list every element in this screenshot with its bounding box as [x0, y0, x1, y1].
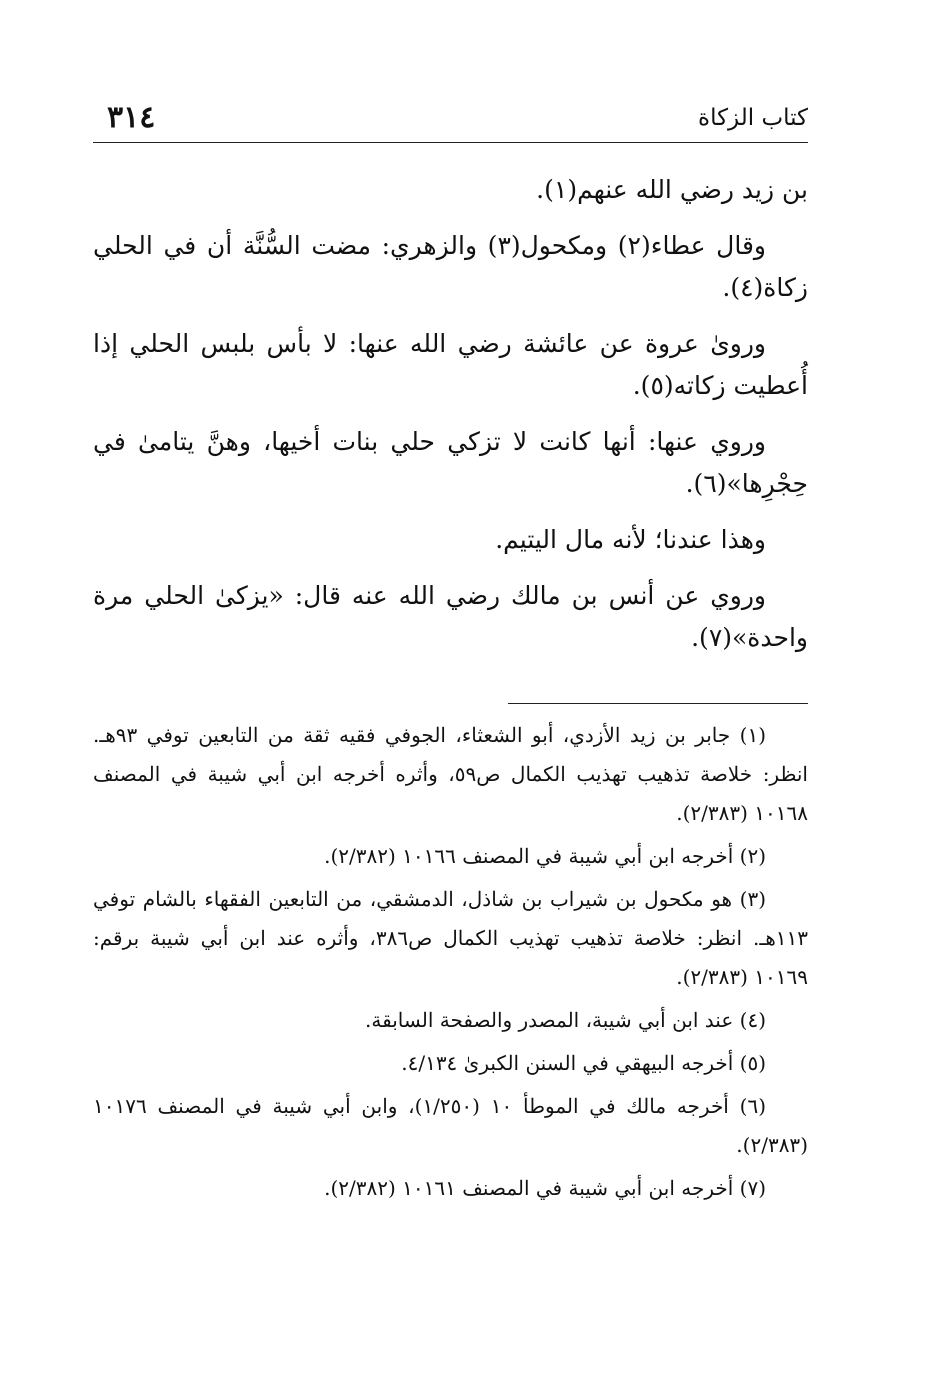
book-title: كتاب الزكاة [698, 105, 808, 131]
footnote-divider [508, 703, 808, 704]
footnote: (١) جابر بن زيد الأزدي، أبو الشعثاء، الجوفي فقيه ثقة من التابعين توفي ٩٣هـ. انظر: خلاصة تذهيب تهذيب الكمال ص٥٩، وأثره أخرجه ابن أبي شيبة في المصنف ١٠١٦٨ (٢/٣٨٣). [93, 723, 808, 825]
footnote: (٥) أخرجه البيهقي في السنن الكبرىٰ ٤/١٣٤. [401, 1051, 766, 1075]
main-text [93, 169, 808, 659]
footnote: (٣) هو مكحول بن شيراب بن شاذل، الدمشقي، من التابعين الفقهاء بالشام توفي ١١٣هـ. انظر: خلاصة تذهيب تهذيب الكمال ص٣٨٦، وأثره عند ابن أبي شيبة برقم: ١٠١٦٩ (٢/٣٨٣). [93, 887, 808, 989]
paragraph: وهذا عندنا؛ لأنه مال اليتيم. [495, 525, 766, 554]
paragraph: وروي عن أنس بن مالك رضي الله عنه قال: «يزكىٰ الحلي مرة واحدة»(٧). [93, 581, 808, 652]
footnote: (٧) أخرجه ابن أبي شيبة في المصنف ١٠١٦١ (٢/٣٨٢). [324, 1176, 766, 1200]
book-page [93, 92, 808, 1292]
footnotes [93, 716, 808, 1208]
paragraph: وروي عنها: أنها كانت لا تزكي حلي بنات أخيها، وهنَّ يتامىٰ في حِجْرِها»(٦). [93, 427, 808, 498]
footnote: (٦) أخرجه مالك في الموطأ ١٠ (١/٢٥٠)، وابن أبي شيبة في المصنف ١٠١٧٦ (٢/٣٨٣). [93, 1094, 808, 1157]
page-number: ٣١٤ [107, 100, 156, 135]
paragraph: وقال عطاء(٢) ومكحول(٣) والزهري: مضت السُّنَّة أن في الحلي زكاة(٤). [93, 231, 808, 302]
paragraph: بن زيد رضي الله عنهم(١). [536, 175, 808, 204]
paragraph: وروىٰ عروة عن عائشة رضي الله عنها: لا بأس بلبس الحلي إذا أُعطيت زكاته(٥). [93, 329, 808, 400]
footnote: (٢) أخرجه ابن أبي شيبة في المصنف ١٠١٦٦ (٢/٣٨٢). [324, 844, 766, 868]
running-header [93, 92, 808, 143]
footnote: (٤) عند ابن أبي شيبة، المصدر والصفحة السابقة. [365, 1008, 766, 1032]
